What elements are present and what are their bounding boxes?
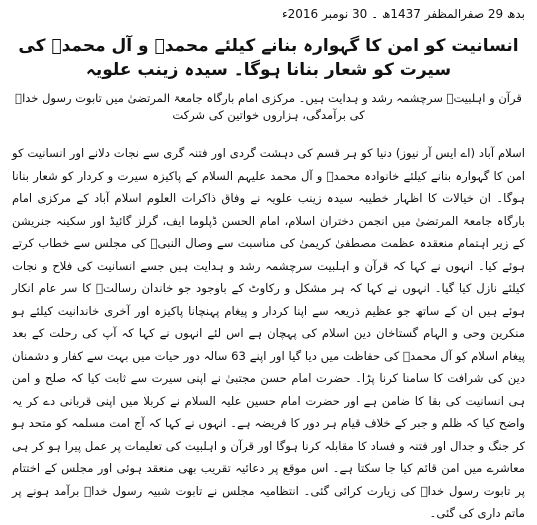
dateline: بدھ 29 صفرالمظفر 1437ھ ۔ 30 نومبر 2016ء xyxy=(281,7,525,21)
article-body: اسلام آباد (اے ایس آر نیوز) دنیا کو ہر قسم کی دہشت گردی اور فتنہ گری سے نجات دلانے اور انسانیت کو امن کا گہوارہ بنانے کیلئے خانوادہ محمدؐ و آل محمد علیہم السلام کے پاکیزہ سیرت و کردار کو شعار بنانا ہوگا۔ ان خیالات کا اظہار خطیبہ سیدہ زینب علویہ نے وفاق ذاکرات العلوم اسلام آباد کے مرکزی امام بارگاہ جامعۃ المرتضیٰ میں انجمن دختران اسلام، امام الحسن ڈپلوما ایف، گرلز گائیڈ اور سکینہ جنریشن کے زیر اہتمام منعقدہ عظمت مصطفیٰ کریمیٰ کی مناسبت سے وصال النبیؐ کی مجلس سے خطاب کرتے ہوئے کیا۔ انہوں نے کہا کہ قرآن و اہلبیت سرچشمہ رشد و ہدایت ہیں جسے انسانیت کی فلاح و نجات کیلئے نازل کیا گیا۔ انہوں نے کہا کہ ہر مشکل و رکاوٹ کے باوجود جو خاندان رسالتؐ کا سر عام انکار ہوئے ہیں ان کے ساتھ جو عظیم ذریعہ سے اپنا کردار و پیغام پہنچانا پاکیزہ اور آخری خاندانیت کیلئے ہو منکرین وحی و الہام گستاخان دین اسلام کی پہچان ہے اس لئے انہوں نے کہا کہ آپ کی رحلت کے بعد پیغام اسلام کو آل محمدؐ کی حفاظت میں دیا گیا اور اپنے 63 سالہ دور حیات میں بہت سے کفار و دشمنان دین کی شرافت کا سامنا کرنا پڑا۔ حضرت امام حسن مجتبیٰ نے اپنی سیرت سے ثابت کیا کہ صلح و امن ہی انسانیت کی بقا کا ضامن ہے اور حضرت امام حسین علیہ السلام نے کربلا میں اپنی قربانی دے کر یہ واضح کیا کہ ظلم و جبر کے خلاف قیام ہر دور کا فریضہ ہے۔ انہوں نے کہا کہ آج امت مسلمہ کو متحد ہو کر جنگ و جدال اور فتنہ و فساد کا مقابلہ کرنا ہوگا اور قرآن و اہلبیت کی تعلیمات پر عمل پیرا ہو کر ہی معاشرے میں امن قائم کیا جا سکتا ہے۔ اس موقع پر دعائیہ تقریب بھی منعقد ہوئی اور مجلس کے اختتام پر تابوت رسول خداؐ کی زیارت کرائی گئی۔ انتظامیہ مجلس نے تابوت شبیہ رسول خداؐ برآمد ہونے پر ماتم داری کی گئی۔ xyxy=(12,146,525,520)
subheadline: قرآن و اہلبیتؑ سرچشمہ رشد و ہدایت ہیں۔ مرکزی امام بارگاہ جامعۃ المرتضیٰ میں تابوت رسول خداؐ کی برآمدگی، ہزاروں خواتین کی شرکت xyxy=(15,91,522,122)
headline: انسانیت کو امن کا گہوارہ بنانے کیلئے محمدؐ و آل محمدؐ کی سیرت کو شعار بنانا ہوگا۔ سیدہ زینب علویہ xyxy=(18,36,519,80)
